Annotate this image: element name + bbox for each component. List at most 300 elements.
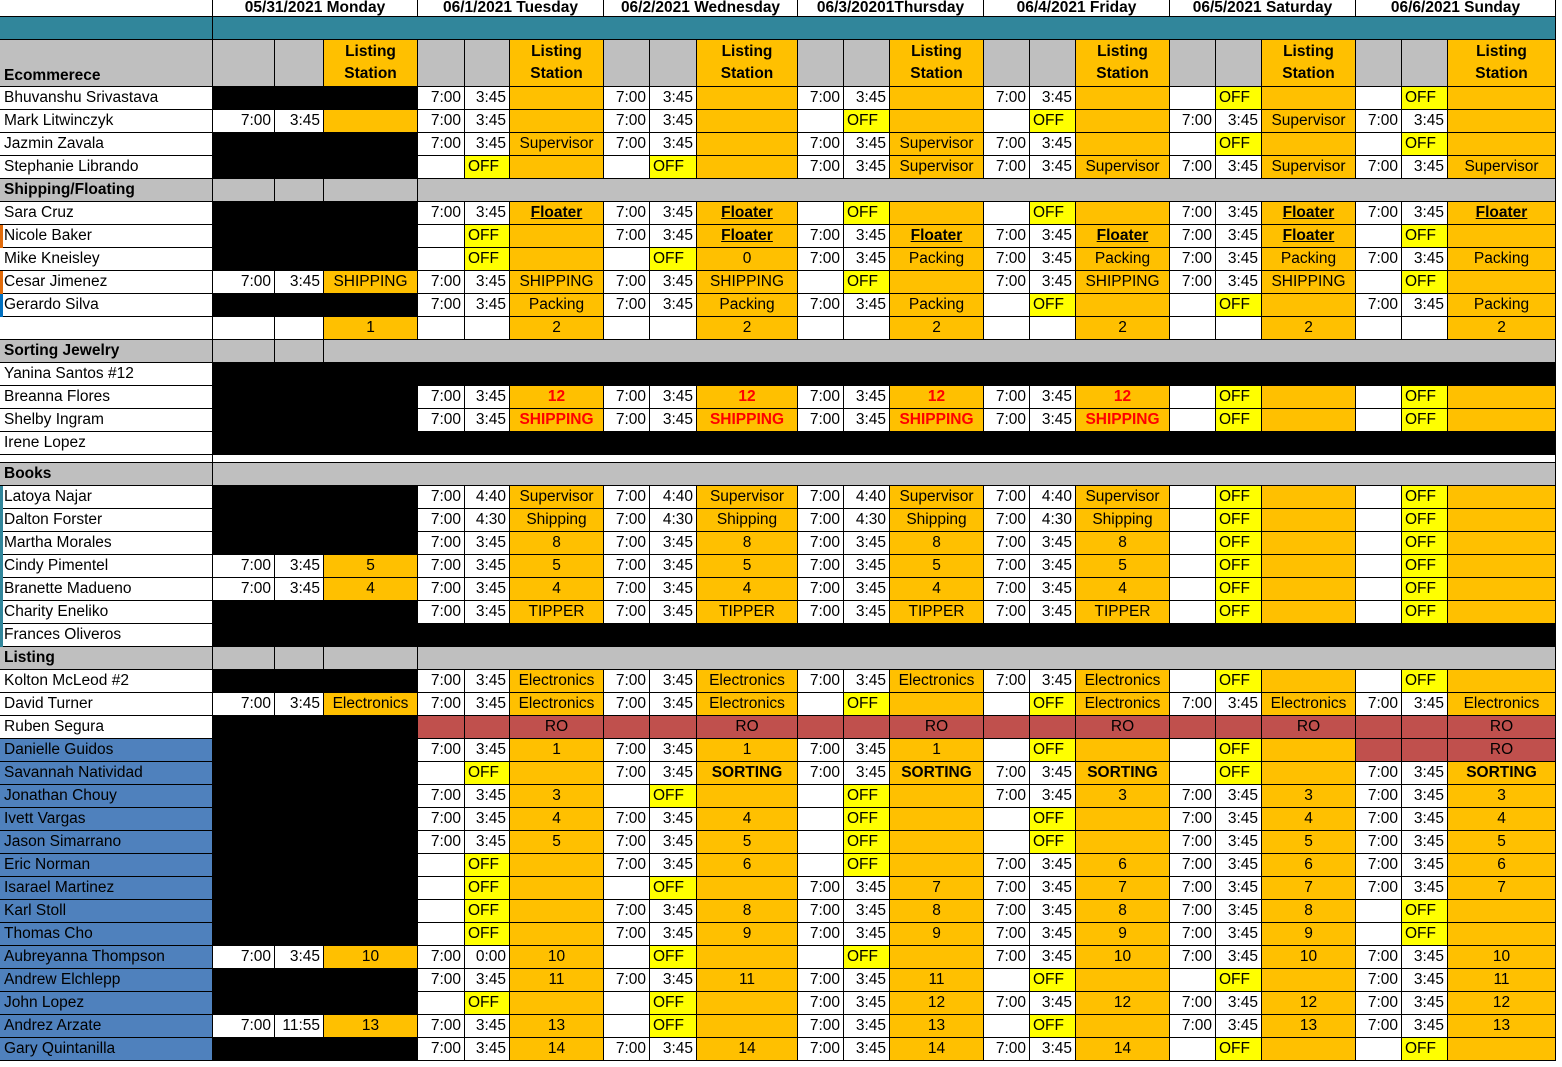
station-cell[interactable] [1076,1015,1170,1038]
start-time-cell[interactable]: 7:00 [798,555,844,578]
end-time-cell[interactable]: 3:45 [465,578,510,601]
end-time-cell[interactable]: 3:45 [650,601,697,624]
end-time-cell[interactable]: 3:45 [844,969,890,992]
station-cell[interactable] [697,877,798,900]
start-time-cell[interactable] [1170,509,1216,532]
corner-cell[interactable] [0,0,213,17]
station-cell[interactable]: 7 [1262,877,1356,900]
end-time-cell[interactable]: 4:30 [650,509,697,532]
end-time-cell[interactable]: 11:55 [275,1015,324,1038]
start-time-cell[interactable]: 7:00 [1356,156,1402,179]
station-cell[interactable]: 6 [1262,854,1356,877]
station-cell[interactable]: 1 [890,739,984,762]
end-time-cell[interactable]: 3:45 [650,87,697,110]
start-time-cell[interactable]: 7:00 [604,386,650,409]
station-cell[interactable]: 8 [890,532,984,555]
end-time-cell[interactable]: 3:45 [465,133,510,156]
employee-name[interactable]: Aubreyanna Thompson [0,946,213,969]
start-time-cell[interactable]: 7:00 [1356,969,1402,992]
start-time-cell[interactable]: 7:00 [798,294,844,317]
start-time-cell[interactable]: 7:00 [604,854,650,877]
start-time-cell[interactable] [213,225,275,248]
start-time-cell[interactable] [213,716,275,739]
station-cell[interactable]: Electronics [1262,693,1356,716]
start-time-cell[interactable]: 7:00 [604,509,650,532]
station-cell[interactable]: 12 [697,386,798,409]
end-time-cell[interactable]: 3:45 [465,808,510,831]
station-cell[interactable] [890,808,984,831]
station-cell[interactable]: 8 [1076,900,1170,923]
employee-name[interactable]: Ruben Segura [0,716,213,739]
start-time-cell[interactable]: 7:00 [604,555,650,578]
station-cell[interactable] [1448,532,1556,555]
end-time-cell[interactable] [1402,716,1448,739]
station-cell[interactable]: Floater [1262,202,1356,225]
station-cell[interactable]: Electronics [697,693,798,716]
end-time-cell[interactable]: 3:45 [1030,386,1076,409]
end-time-cell[interactable]: 3:45 [1030,578,1076,601]
off-cell[interactable]: OFF [1216,670,1262,693]
merged-fill[interactable] [213,455,1556,463]
end-time-cell[interactable]: 3:45 [650,225,697,248]
station-cell[interactable]: Shipping [697,509,798,532]
start-time-cell[interactable]: 7:00 [984,923,1030,946]
station-cell[interactable]: 8 [1262,900,1356,923]
start-time-cell[interactable]: 7:00 [1356,693,1402,716]
end-time-cell[interactable]: 3:45 [650,1038,697,1061]
end-time-cell[interactable]: 3:45 [1030,133,1076,156]
end-time-cell[interactable]: 3:45 [1216,156,1262,179]
start-time-cell[interactable]: 7:00 [418,1015,465,1038]
start-time-cell[interactable] [984,317,1030,340]
end-time-cell[interactable]: 3:45 [1030,854,1076,877]
start-time-cell[interactable]: 7:00 [1170,877,1216,900]
start-time-cell[interactable]: 7:00 [1170,785,1216,808]
off-cell[interactable]: OFF [1402,133,1448,156]
start-time-cell[interactable] [1170,762,1216,785]
station-cell[interactable]: 3 [1262,785,1356,808]
employee-name[interactable]: Branette Madueno [0,578,213,601]
end-time-cell[interactable]: 3:45 [844,555,890,578]
employee-name[interactable]: John Lopez [0,992,213,1015]
end-time-cell[interactable]: 3:45 [1030,900,1076,923]
end-time-cell[interactable] [650,317,697,340]
section-header[interactable]: Listing [0,647,213,670]
station-cell[interactable]: 1 [324,317,418,340]
station-cell[interactable] [1448,601,1556,624]
station-cell[interactable] [510,225,604,248]
station-cell[interactable]: 3 [1448,785,1556,808]
station-cell[interactable]: 2 [1262,317,1356,340]
station-cell[interactable]: Electronics [697,670,798,693]
end-time-cell[interactable]: 3:45 [1216,877,1262,900]
end-time-cell[interactable] [275,923,324,946]
station-cell[interactable]: 3 [1076,785,1170,808]
start-time-cell[interactable]: 7:00 [418,486,465,509]
start-time-cell[interactable] [1356,900,1402,923]
start-time-cell[interactable]: 7:00 [798,133,844,156]
station-cell[interactable]: TIPPER [890,601,984,624]
start-time-cell[interactable] [213,739,275,762]
station-cell[interactable] [1262,386,1356,409]
start-time-cell[interactable]: 7:00 [604,294,650,317]
end-time-cell[interactable]: 3:45 [844,409,890,432]
start-time-cell[interactable]: 7:00 [798,877,844,900]
end-time-cell[interactable]: 3:45 [650,808,697,831]
start-time-cell[interactable] [1170,969,1216,992]
end-time-cell[interactable]: 3:45 [1216,854,1262,877]
end-time-cell[interactable]: 3:45 [465,969,510,992]
station-cell[interactable]: SHIPPING [1076,409,1170,432]
day-header[interactable]: 06/2/2021 Wednesday [604,0,798,17]
station-cell[interactable] [324,969,418,992]
station-cell[interactable] [697,156,798,179]
off-cell[interactable]: OFF [1402,486,1448,509]
start-time-cell[interactable]: 7:00 [1356,785,1402,808]
listing-station-header[interactable]: Listing Station [1448,40,1556,87]
end-time-cell[interactable]: 3:45 [650,670,697,693]
start-time-cell[interactable]: 7:00 [418,969,465,992]
station-cell[interactable]: Supervisor [510,486,604,509]
end-time-cell[interactable]: 3:45 [465,532,510,555]
station-cell[interactable] [510,877,604,900]
end-time-cell[interactable]: 3:45 [1030,87,1076,110]
end-time-cell[interactable] [275,386,324,409]
station-cell[interactable] [324,739,418,762]
station-cell[interactable]: Electronics [1076,693,1170,716]
end-time-cell[interactable]: 3:45 [844,877,890,900]
employee-name[interactable]: Gerardo Silva [0,294,213,317]
start-time-cell[interactable]: 7:00 [1356,248,1402,271]
start-time-cell[interactable]: 7:00 [798,969,844,992]
station-cell[interactable] [1448,87,1556,110]
start-time-cell[interactable]: 7:00 [1170,808,1216,831]
station-cell[interactable] [324,409,418,432]
start-time-cell[interactable] [604,40,650,87]
station-cell[interactable]: Floater [510,202,604,225]
start-time-cell[interactable] [418,40,465,87]
end-time-cell[interactable] [844,40,890,87]
start-time-cell[interactable]: 7:00 [213,1015,275,1038]
start-time-cell[interactable] [798,317,844,340]
start-time-cell[interactable] [798,831,844,854]
start-time-cell[interactable]: 7:00 [604,486,650,509]
end-time-cell[interactable]: 3:45 [844,1015,890,1038]
end-time-cell[interactable] [1216,716,1262,739]
start-time-cell[interactable] [984,808,1030,831]
station-cell[interactable] [324,762,418,785]
station-cell[interactable] [1262,578,1356,601]
start-time-cell[interactable]: 7:00 [1170,1015,1216,1038]
start-time-cell[interactable] [213,808,275,831]
station-cell[interactable] [324,225,418,248]
section-header[interactable]: Shipping/Floating [0,179,213,202]
end-time-cell[interactable]: 4:30 [465,509,510,532]
start-time-cell[interactable]: 7:00 [418,946,465,969]
employee-name[interactable]: Mark Litwinczyk [0,110,213,133]
station-cell[interactable] [510,854,604,877]
station-cell[interactable] [890,785,984,808]
start-time-cell[interactable]: 7:00 [1356,762,1402,785]
start-time-cell[interactable]: 7:00 [418,785,465,808]
start-time-cell[interactable] [213,969,275,992]
station-cell[interactable]: 4 [1076,578,1170,601]
off-cell[interactable]: OFF [465,156,510,179]
station-cell[interactable] [1262,486,1356,509]
station-cell[interactable]: 13 [510,1015,604,1038]
station-cell[interactable]: Supervisor [890,156,984,179]
end-time-cell[interactable]: 3:45 [1030,156,1076,179]
station-cell[interactable]: 14 [697,1038,798,1061]
station-cell[interactable] [1076,110,1170,133]
start-time-cell[interactable] [984,40,1030,87]
start-time-cell[interactable] [213,156,275,179]
day-header[interactable]: 05/31/2021 Monday [213,0,418,17]
off-cell[interactable]: OFF [1402,509,1448,532]
start-time-cell[interactable]: 7:00 [418,808,465,831]
start-time-cell[interactable]: 7:00 [213,555,275,578]
end-time-cell[interactable]: 3:45 [844,762,890,785]
start-time-cell[interactable]: 7:00 [418,87,465,110]
end-time-cell[interactable]: 3:45 [1030,670,1076,693]
station-cell[interactable]: Floater [1448,202,1556,225]
day-header[interactable]: 06/4/2021 Friday [984,0,1170,17]
station-cell[interactable] [1262,670,1356,693]
station-cell[interactable]: Floater [1076,225,1170,248]
start-time-cell[interactable]: 7:00 [1356,1015,1402,1038]
end-time-cell[interactable] [275,87,324,110]
start-time-cell[interactable] [213,386,275,409]
start-time-cell[interactable] [1356,601,1402,624]
start-time-cell[interactable]: 7:00 [604,133,650,156]
end-time-cell[interactable]: 3:45 [465,739,510,762]
start-time-cell[interactable] [418,225,465,248]
station-cell[interactable] [324,87,418,110]
station-cell[interactable]: 9 [697,923,798,946]
station-cell[interactable]: 12 [890,386,984,409]
station-cell[interactable] [510,992,604,1015]
end-time-cell[interactable]: 3:45 [1216,808,1262,831]
start-time-cell[interactable] [1356,317,1402,340]
end-time-cell[interactable] [275,486,324,509]
station-cell[interactable] [324,854,418,877]
station-cell[interactable] [1448,900,1556,923]
start-time-cell[interactable]: 7:00 [798,248,844,271]
station-cell[interactable]: Electronics [510,670,604,693]
end-time-cell[interactable] [275,179,324,202]
off-cell[interactable]: OFF [1216,969,1262,992]
station-cell[interactable] [1262,532,1356,555]
station-cell[interactable] [890,271,984,294]
off-cell[interactable]: OFF [465,762,510,785]
station-cell[interactable]: 2 [1076,317,1170,340]
end-time-cell[interactable]: 3:45 [1216,831,1262,854]
off-cell[interactable]: OFF [1216,739,1262,762]
end-time-cell[interactable]: 3:45 [1030,992,1076,1015]
end-time-cell[interactable]: 3:45 [1030,225,1076,248]
station-cell[interactable]: Supervisor [890,133,984,156]
start-time-cell[interactable] [1356,532,1402,555]
start-time-cell[interactable] [604,156,650,179]
station-cell[interactable] [324,1038,418,1061]
off-cell[interactable]: OFF [1402,386,1448,409]
end-time-cell[interactable]: 3:45 [1402,854,1448,877]
station-cell[interactable]: 2 [697,317,798,340]
merged-fill[interactable] [324,340,1556,363]
start-time-cell[interactable]: 7:00 [984,509,1030,532]
station-cell[interactable] [1448,225,1556,248]
station-cell[interactable]: Electronics [890,670,984,693]
off-cell[interactable]: OFF [844,808,890,831]
start-time-cell[interactable] [418,317,465,340]
station-cell[interactable]: TIPPER [1076,601,1170,624]
off-cell[interactable]: OFF [844,946,890,969]
station-cell[interactable] [324,486,418,509]
station-cell[interactable] [1448,509,1556,532]
employee-name[interactable]: Martha Morales [0,532,213,555]
start-time-cell[interactable]: 7:00 [798,532,844,555]
start-time-cell[interactable] [1356,409,1402,432]
station-cell[interactable] [1448,923,1556,946]
start-time-cell[interactable]: 7:00 [418,133,465,156]
start-time-cell[interactable] [1356,670,1402,693]
station-cell[interactable]: 10 [324,946,418,969]
station-cell[interactable]: Electronics [1076,670,1170,693]
employee-name[interactable]: Sara Cruz [0,202,213,225]
off-cell[interactable]: OFF [844,831,890,854]
station-cell[interactable]: SHIPPING [510,271,604,294]
employee-name[interactable]: Yanina Santos #12 [0,363,213,386]
off-cell[interactable]: OFF [1216,386,1262,409]
end-time-cell[interactable]: 3:45 [465,271,510,294]
station-cell[interactable]: TIPPER [697,601,798,624]
station-cell[interactable] [890,831,984,854]
listing-station-header[interactable]: Listing Station [324,40,418,87]
start-time-cell[interactable]: 7:00 [213,110,275,133]
start-time-cell[interactable] [1170,486,1216,509]
station-cell[interactable] [1262,509,1356,532]
end-time-cell[interactable]: 3:45 [1030,923,1076,946]
start-time-cell[interactable] [798,716,844,739]
end-time-cell[interactable]: 3:45 [465,409,510,432]
end-time-cell[interactable]: 3:45 [465,1038,510,1061]
end-time-cell[interactable]: 3:45 [650,693,697,716]
station-cell[interactable]: Floater [697,202,798,225]
end-time-cell[interactable]: 3:45 [650,386,697,409]
end-time-cell[interactable]: 3:45 [465,831,510,854]
start-time-cell[interactable] [418,900,465,923]
day-header[interactable]: 06/5/2021 Saturday [1170,0,1356,17]
off-cell[interactable]: OFF [1402,1038,1448,1061]
employee-name[interactable]: Cesar Jimenez [0,271,213,294]
end-time-cell[interactable]: 3:45 [465,601,510,624]
station-cell[interactable] [890,946,984,969]
station-cell[interactable]: 13 [324,1015,418,1038]
start-time-cell[interactable]: 7:00 [798,509,844,532]
end-time-cell[interactable] [1402,739,1448,762]
end-time-cell[interactable] [275,647,324,670]
station-cell[interactable]: Supervisor [890,486,984,509]
off-cell[interactable]: OFF [1216,509,1262,532]
start-time-cell[interactable]: 7:00 [213,271,275,294]
station-cell[interactable]: SORTING [1076,762,1170,785]
station-cell[interactable] [1076,294,1170,317]
off-cell[interactable]: OFF [1030,739,1076,762]
end-time-cell[interactable]: 3:45 [465,1015,510,1038]
end-time-cell[interactable]: 3:45 [650,532,697,555]
station-cell[interactable] [324,923,418,946]
teal-band[interactable] [213,17,1556,40]
end-time-cell[interactable]: 3:45 [844,739,890,762]
start-time-cell[interactable] [1170,555,1216,578]
end-time-cell[interactable]: 3:45 [1030,601,1076,624]
station-cell[interactable]: 8 [1076,532,1170,555]
off-cell[interactable]: OFF [465,248,510,271]
station-cell[interactable]: TIPPER [510,601,604,624]
start-time-cell[interactable] [1356,555,1402,578]
start-time-cell[interactable]: 7:00 [984,1038,1030,1061]
station-cell[interactable] [1448,110,1556,133]
station-cell[interactable] [510,156,604,179]
section-header[interactable]: Ecommerece [0,40,213,87]
station-cell[interactable] [1262,555,1356,578]
station-cell[interactable]: Packing [1262,248,1356,271]
station-cell[interactable] [324,532,418,555]
end-time-cell[interactable]: 3:45 [844,992,890,1015]
start-time-cell[interactable] [798,854,844,877]
off-cell[interactable]: OFF [650,992,697,1015]
station-cell[interactable]: 14 [510,1038,604,1061]
start-time-cell[interactable] [213,509,275,532]
start-time-cell[interactable] [418,992,465,1015]
station-cell[interactable] [1262,87,1356,110]
start-time-cell[interactable]: 7:00 [984,409,1030,432]
start-time-cell[interactable]: 7:00 [418,202,465,225]
start-time-cell[interactable] [213,877,275,900]
station-cell[interactable]: 8 [890,900,984,923]
start-time-cell[interactable]: 7:00 [984,532,1030,555]
employee-name[interactable]: Breanna Flores [0,386,213,409]
station-cell[interactable] [324,647,418,670]
station-cell[interactable]: SHIPPING [697,409,798,432]
station-cell[interactable] [324,670,418,693]
station-cell[interactable]: 8 [697,900,798,923]
station-cell[interactable]: 9 [1262,923,1356,946]
station-cell[interactable]: SHIPPING [510,409,604,432]
employee-name[interactable]: Frances Oliveros [0,624,213,647]
end-time-cell[interactable] [844,716,890,739]
station-cell[interactable] [890,87,984,110]
start-time-cell[interactable]: 7:00 [418,831,465,854]
end-time-cell[interactable]: 3:45 [650,739,697,762]
end-time-cell[interactable] [844,317,890,340]
station-cell[interactable] [890,110,984,133]
station-cell[interactable]: 7 [1448,877,1556,900]
end-time-cell[interactable]: 3:45 [1030,532,1076,555]
end-time-cell[interactable]: 3:45 [844,156,890,179]
end-time-cell[interactable] [275,294,324,317]
station-cell[interactable] [1262,133,1356,156]
start-time-cell[interactable] [213,1038,275,1061]
station-cell[interactable]: 5 [1076,555,1170,578]
station-cell[interactable]: 11 [697,969,798,992]
end-time-cell[interactable]: 4:30 [844,509,890,532]
start-time-cell[interactable] [984,1015,1030,1038]
end-time-cell[interactable] [275,762,324,785]
station-cell[interactable] [1448,133,1556,156]
end-time-cell[interactable]: 3:45 [1216,225,1262,248]
start-time-cell[interactable] [1170,87,1216,110]
